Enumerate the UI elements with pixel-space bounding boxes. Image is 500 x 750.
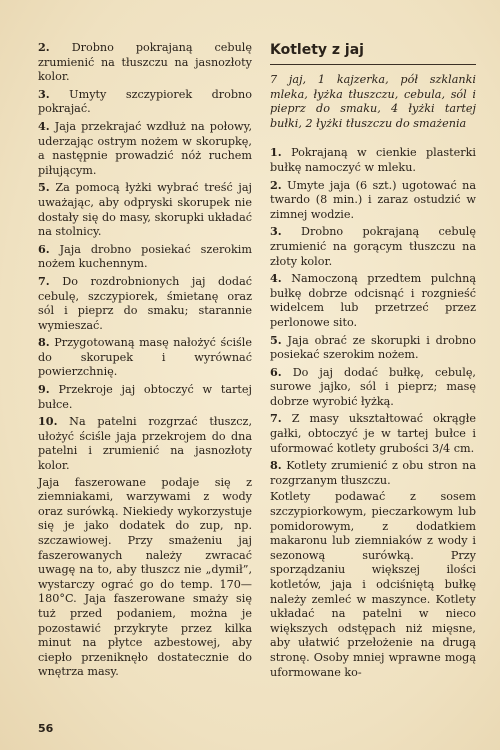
page-number: 56 [38, 722, 54, 735]
step-item [270, 271, 476, 330]
step-number: 6. [270, 364, 282, 379]
step-item [38, 119, 252, 178]
step-number: 5. [38, 180, 50, 195]
step-number: 7. [270, 411, 282, 426]
step-number: 3. [38, 86, 50, 101]
step-text: Jaja przekrajać wzdłuż na połowy, uderzając ostrym nożem w skorupkę, a następnie prowadzić nóż ruchem piłującym. [38, 119, 253, 177]
step-item [38, 382, 252, 412]
ingredients-list: 7 jaj, 1 kajzerka, pół szklanki mleka, łyżka tłuszczu, cebula, sól i pieprz do smaku, 4 łyżki tartej bułki, 2 łyżki tłuszczu do smażenia [270, 73, 476, 130]
step-item [270, 333, 476, 363]
recipe-title: Kotlety z jaj [270, 42, 364, 58]
step-item [38, 40, 252, 85]
step-item [38, 180, 252, 239]
step-number: 8. [270, 458, 282, 473]
step-text: Drobno pokrajaną cebulę zrumienić na gorącym tłuszczu na złoty kolor. [270, 225, 476, 268]
step-item [38, 335, 252, 380]
step-item [270, 224, 476, 269]
serving-notes: Kotlety podawać z sosem szczypiorkowym, pieczarkowym lub pomidorowym, z dodatkiem makaronu lub ziemniaków z wody i sezonową surówką. Przy sporządzaniu większej ilości kotletów, jaja i odciśniętą bułkę należy zemleć w maszynce. Kotlety układać na patelni w nieco większych odstępach niż mięsne, aby ułatwić przełożenie na drugą stronę. Osoby mniej wprawne mogą uformowane ko- [270, 490, 476, 679]
step-text: Do jaj dodać bułkę, cebulę, surowe jajko, sól i pieprz; masę dobrze wyrobić łyżką. [270, 365, 476, 408]
right-column [270, 40, 476, 682]
serving-notes: Jaja faszerowane podaje się z ziemniakami, warzywami z wody oraz surówką. Niekiedy wykorzystuje się je jako dodatek do zup, np. szczawiowej. Przy smażeniu jaj faszerowanych należy zwracać uwagę na to, aby tłuszcz nie „dymił”, wystarczy ograć go do temp. 170—180°C. Jaja faszerowane smaży się tuż przed podaniem, można je pozostawić przykryte przez kilka minut na płytce azbestowej, aby ciepło przeniknęło dostatecznie do wnętrza masy. [38, 475, 252, 679]
step-text: Jaja obrać ze skorupki i drobno posiekać szerokim nożem. [270, 333, 476, 362]
step-number: 4. [38, 118, 50, 133]
step-text: Jaja drobno posiekać szerokim nożem kuchennym. [38, 242, 252, 271]
step-number: 9. [38, 382, 50, 397]
step-item [270, 458, 476, 488]
step-text: Umyty szczypiorek drobno pokrajać. [38, 87, 252, 116]
step-text: Pokrajaną w cienkie plasterki bułkę namoczyć w mleku. [270, 146, 476, 174]
step-item [38, 274, 252, 333]
step-number: 6. [38, 241, 50, 256]
step-text: Przekroje jaj obtoczyć w tartej bułce. [38, 383, 252, 411]
step-number: 10. [38, 414, 58, 429]
step-text: Za pomocą łyżki wybrać treść jaj uważając, aby odpryski skorupek nie dostały się do masy, skorupki układać na stolnicy. [38, 181, 252, 239]
step-number: 8. [38, 335, 50, 350]
step-text: Kotlety zrumienić z obu stron na rozgrzanym tłuszczu. [270, 459, 476, 487]
step-number: 3. [270, 224, 282, 239]
title-divider [270, 64, 476, 65]
step-text: Do rozdrobnionych jaj dodać cebulę, szczypiorek, śmietanę oraz sól i pieprz do smaku; starannie wymieszać. [38, 274, 252, 332]
step-number: 2. [270, 177, 282, 192]
step-number: 2. [38, 40, 50, 54]
step-item [270, 178, 476, 223]
step-item [270, 145, 476, 175]
step-number: 7. [38, 273, 50, 288]
step-item [38, 87, 252, 117]
step-number: 5. [270, 332, 282, 347]
step-text: Na patelni rozgrzać tłuszcz, ułożyć ściśle jaja przekrojem do dna patelni i zrumienić na jasnozłoty kolor. [38, 415, 253, 473]
step-item [270, 365, 476, 410]
step-number: 1. [270, 145, 282, 160]
step-text: Namoczoną przedtem pulchną bułkę dobrze odcisnąć i rozgnieść widelcem lub przetrzeć przez perlonowe sito. [270, 272, 476, 329]
left-column [38, 40, 252, 682]
step-text: Umyte jaja (6 szt.) ugotować na twardo (8 min.) i zaraz ostudzić w zimnej wodzie. [270, 178, 476, 221]
step-item [38, 414, 252, 473]
step-item [270, 411, 476, 456]
step-item [38, 242, 252, 272]
step-text: Z masy ukształtować okrągłe gałki, obtoczyć je w tartej bułce i uformować kotlety grubości 3/4 cm. [270, 412, 476, 455]
step-number: 4. [270, 271, 282, 286]
step-text: Drobno pokrajaną cebulę zrumienić na tłuszczu na jasnozłoty kolor. [38, 41, 252, 84]
step-text: Przygotowaną masę nałożyć ściśle do skorupek i wyrównać powierzchnię. [38, 336, 252, 379]
